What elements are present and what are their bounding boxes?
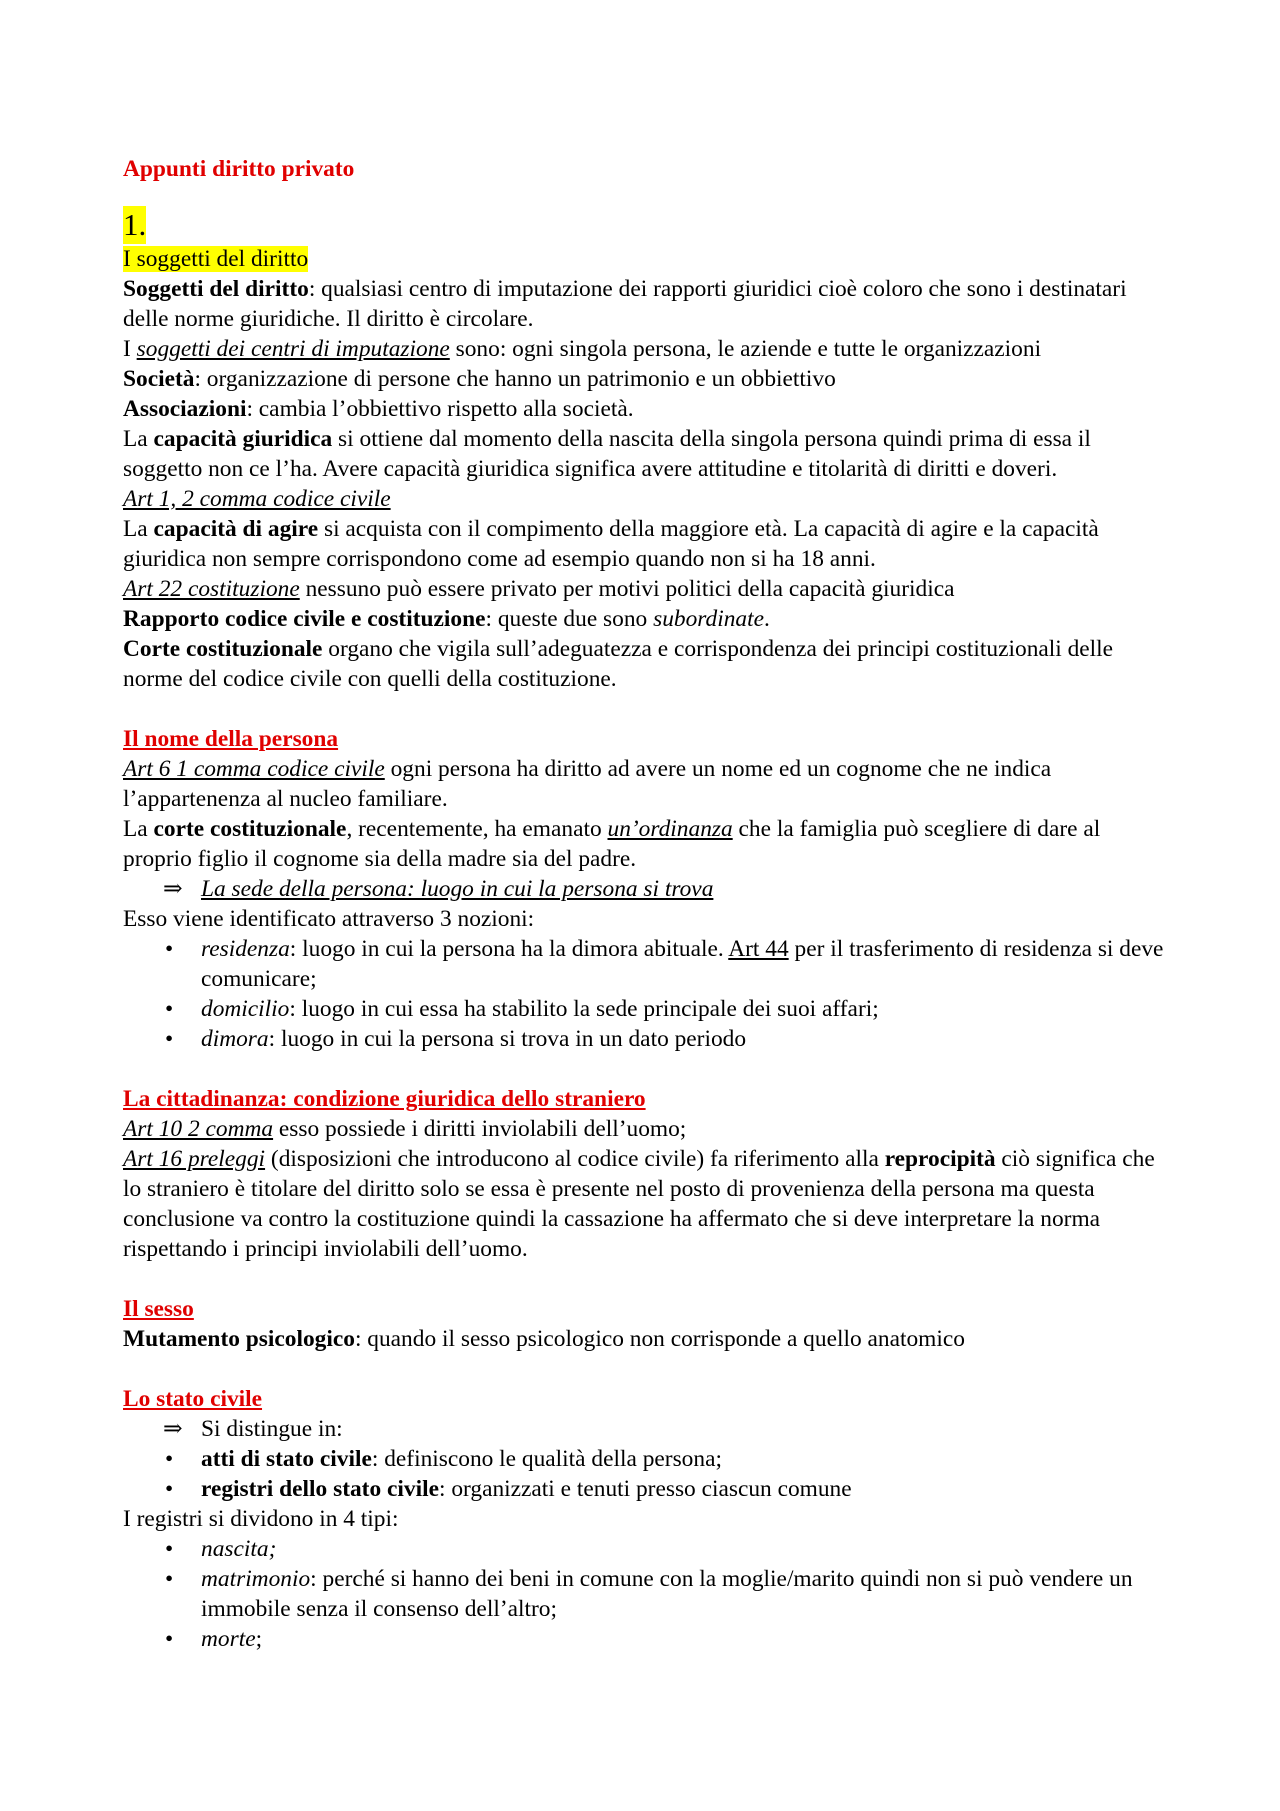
italic-underlined-term: soggetti dei centri di imputazione: [136, 336, 450, 362]
paragraph: [123, 814, 1173, 874]
text: si ottiene dal momento della nascita della singola persona quindi prima di essa il soggetto non ce l’ha. Avere capacità giuridica significa avere attitudine e titolarità di diritti e doveri.: [123, 426, 1091, 482]
paragraph: [123, 754, 1173, 814]
bullet-icon: •: [165, 1566, 174, 1592]
italic-term: residenza: [201, 936, 290, 962]
paragraph: [123, 1144, 1173, 1264]
list-item: [123, 1474, 1173, 1504]
text: organo che vigila sull’adeguatezza e corrispondenza dei principi costituzionali delle norme del codice civile con quelli della costituzione.: [123, 636, 1114, 692]
text: : luogo in cui la persona ha la dimora abituale.: [289, 936, 729, 962]
text: .: [763, 606, 770, 632]
article-reference: Art 22 costituzione: [123, 576, 300, 602]
article-reference: Art 44: [728, 936, 789, 962]
bold-term: capacità di agire: [153, 516, 319, 542]
paragraph: Esso viene identificato attraverso 3 nozioni:: [123, 906, 535, 932]
paragraph: [123, 334, 1173, 364]
bullet-icon: •: [165, 936, 174, 962]
text: (disposizioni che introducono al codice civile) fa riferimento alla: [265, 1146, 885, 1172]
text: nessuno può essere privato per motivi politici della capacità giuridica: [299, 576, 955, 602]
paragraph: [123, 364, 1173, 394]
paragraph: [123, 424, 1173, 484]
italic-term: matrimonio: [201, 1566, 311, 1592]
text: : organizzazione di persone che hanno un patrimonio e un obbiettivo: [194, 366, 836, 392]
paragraph: [123, 1114, 1173, 1144]
list-item: [123, 994, 1173, 1024]
bold-term: Rapporto codice civile e costituzione: [123, 606, 486, 632]
text: Si distingue in:: [201, 1416, 343, 1442]
document-body: [123, 154, 1173, 1654]
bold-term: capacità giuridica: [153, 426, 333, 452]
article-reference: Art 10 2 comma: [123, 1116, 274, 1142]
text: : perché si hanno dei beni in comune con la moglie/marito quindi non si può vendere un immobile senza il consenso dell’altro;: [201, 1566, 1133, 1622]
text: : luogo in cui la persona si trova in un dato periodo: [268, 1026, 747, 1052]
text: La: [123, 816, 154, 842]
bold-term: Corte costituzionale: [123, 636, 323, 662]
italic-underlined-term: La sede della persona: luogo in cui la persona si trova: [201, 876, 714, 902]
bullet-icon: •: [165, 1626, 174, 1652]
text: : luogo in cui essa ha stabilito la sede principale dei suoi affari;: [289, 996, 879, 1022]
italic-term: morte: [201, 1626, 256, 1652]
chapter-number-text: 1.: [123, 207, 147, 242]
italic-term: domicilio: [201, 996, 290, 1022]
article-reference: Art 16 preleggi: [123, 1146, 266, 1172]
paragraph: I registri si dividono in 4 tipi:: [123, 1506, 399, 1532]
bullet-list: [123, 934, 1173, 1054]
arrow-item: [123, 1414, 1173, 1444]
paragraph: [123, 634, 1173, 694]
text: esso possiede i diritti inviolabili dell’uomo;: [273, 1116, 687, 1142]
text: I: [123, 336, 137, 362]
list-item: [123, 1444, 1173, 1474]
paragraph: [123, 1324, 1173, 1354]
list-item: [123, 934, 1173, 994]
paragraph: [123, 574, 1173, 604]
bold-term: reprocipità: [884, 1146, 996, 1172]
bullet-icon: •: [165, 996, 174, 1022]
text: : qualsiasi centro di imputazione dei rapporti giuridici cioè coloro che sono i destinatari delle norme giuridiche. Il diritto è circolare.: [123, 276, 1127, 332]
text: che la famiglia può scegliere di dare al proprio figlio il cognome sia della madre sia del padre.: [123, 816, 1101, 872]
text: : quando il sesso psicologico non corrisponde a quello anatomico: [354, 1326, 965, 1352]
bold-term: Associazioni: [123, 396, 247, 422]
paragraph: [123, 514, 1173, 574]
section-heading-cittadinanza: La cittadinanza: condizione giuridica dello straniero: [123, 1086, 646, 1112]
arrow-icon: ⇒: [163, 1416, 183, 1442]
bold-term: atti di stato civile: [201, 1446, 372, 1472]
text: La: [123, 516, 154, 542]
chapter-number: [123, 206, 1173, 244]
paragraph: [123, 604, 1173, 634]
chapter-heading: [123, 244, 1173, 274]
text: : organizzati e tenuti presso ciascun comune: [438, 1476, 852, 1502]
text: ciò significa che lo straniero è titolare del diritto solo se essa è presente nel posto di provenienza della persona ma questa conclusione va contro la costituzione quindi la cassazione ha affermato che si deve interpretare la norma rispettando i principi inviolabili dell’uomo.: [123, 1146, 1155, 1262]
italic-term: dimora: [201, 1026, 269, 1052]
italic-term: subordinate: [653, 606, 764, 632]
text: : queste due sono: [485, 606, 654, 632]
list-item: [123, 1534, 1173, 1564]
text: ;: [255, 1626, 263, 1652]
bold-term: Mutamento psicologico: [123, 1326, 355, 1352]
bullet-icon: •: [165, 1476, 174, 1502]
list-item: [123, 1564, 1173, 1624]
article-reference: Art 6 1 comma codice civile: [123, 756, 385, 782]
section-heading-nome: Il nome della persona: [123, 726, 339, 752]
arrow-item: [123, 874, 1173, 904]
paragraph: [123, 484, 1173, 514]
list-item: [123, 1024, 1173, 1054]
text: ogni persona ha diritto ad avere un nome ed un cognome che ne indica l’appartenenza al nucleo familiare.: [123, 756, 1052, 812]
text: sono: ogni singola persona, le aziende e tutte le organizzazioni: [449, 336, 1042, 362]
bullet-list: [123, 1444, 1173, 1504]
text: : definiscono le qualità della persona;: [371, 1446, 722, 1472]
chapter-heading-text: I soggetti del diritto: [123, 246, 309, 272]
document-title: Appunti diritto privato: [123, 156, 355, 182]
bold-term: registri dello stato civile: [201, 1476, 439, 1502]
text: , recentemente, ha emanato: [346, 816, 608, 842]
arrow-icon: ⇒: [163, 876, 183, 902]
bullet-list: [123, 1534, 1173, 1654]
text: si acquista con il compimento della maggiore età. La capacità di agire e la capacità giuridica non sempre corrispondono come ad esempio quando non si ha 18 anni.: [123, 516, 1099, 572]
section-heading-stato-civile: Lo stato civile: [123, 1386, 263, 1412]
bullet-icon: •: [165, 1446, 174, 1472]
section-heading-sesso: Il sesso: [123, 1296, 194, 1322]
text: La: [123, 426, 154, 452]
text: : cambia l’obbiettivo rispetto alla società.: [246, 396, 634, 422]
bold-term: Soggetti del diritto: [123, 276, 309, 302]
bullet-icon: •: [165, 1536, 174, 1562]
bold-term: Società: [123, 366, 195, 392]
italic-term: nascita;: [201, 1536, 277, 1562]
text: per il trasferimento di residenza si deve comunicare;: [201, 936, 1164, 992]
paragraph: [123, 274, 1173, 334]
paragraph: [123, 394, 1173, 424]
bullet-icon: •: [165, 1026, 174, 1052]
article-reference: Art 1, 2 comma codice civile: [123, 486, 391, 512]
list-item: [123, 1624, 1173, 1654]
italic-underlined-term: un’ordinanza: [607, 816, 733, 842]
bold-term: corte costituzionale: [153, 816, 347, 842]
